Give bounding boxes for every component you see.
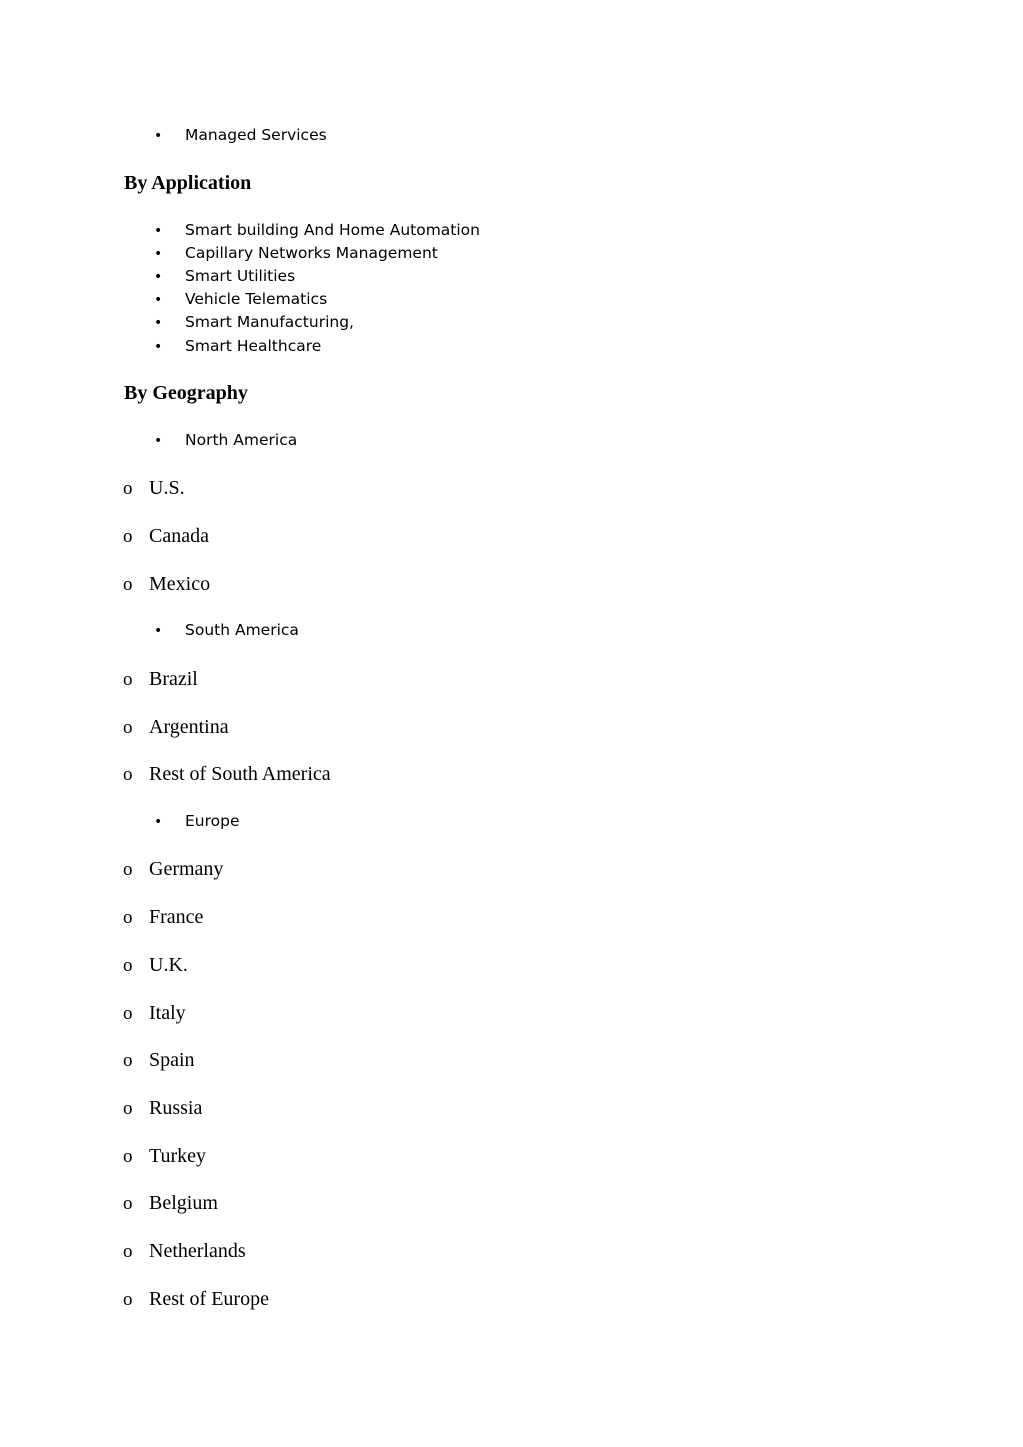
region-label: North America — [185, 431, 298, 449]
country-label: U.K. — [149, 954, 188, 976]
list-item — [154, 336, 321, 357]
country-item — [123, 1191, 218, 1216]
country-item — [123, 1048, 195, 1073]
list-item-label: Smart Healthcare — [185, 337, 322, 355]
country-item — [123, 762, 331, 787]
sub-bullet-marker: o — [123, 574, 133, 595]
sub-bullet-marker: o — [123, 955, 133, 976]
sub-bullet-marker: o — [123, 1241, 133, 1262]
sub-bullet-marker: o — [123, 1146, 133, 1167]
list-item-label: Managed Services — [185, 126, 327, 144]
sub-bullet-marker: o — [123, 907, 133, 928]
list-item — [154, 289, 327, 310]
bullet-marker: • — [154, 128, 163, 144]
bullet-marker: • — [154, 246, 163, 262]
country-label: Mexico — [149, 573, 211, 595]
section-heading-application: By Application — [124, 172, 252, 194]
bullet-marker: • — [154, 623, 163, 639]
country-item — [123, 715, 229, 740]
region-label: Europe — [185, 812, 240, 830]
list-item — [154, 312, 354, 333]
list-item-label: Vehicle Telematics — [185, 290, 328, 308]
bullet-marker: • — [154, 315, 163, 331]
sub-bullet-marker: o — [123, 1289, 133, 1310]
sub-bullet-marker: o — [123, 478, 133, 499]
list-item-label: Smart building And Home Automation — [185, 221, 480, 239]
bullet-marker: • — [154, 269, 163, 285]
country-label: Germany — [149, 858, 224, 880]
region-label: South America — [185, 621, 299, 639]
country-label: Netherlands — [149, 1240, 246, 1262]
country-item — [123, 1001, 186, 1026]
country-label: Belgium — [149, 1192, 218, 1214]
country-label: Canada — [149, 525, 209, 547]
region-item — [154, 811, 240, 832]
country-item — [123, 667, 198, 692]
bullet-marker: • — [154, 223, 163, 239]
country-item — [123, 1144, 206, 1169]
list-item-label: Smart Utilities — [185, 267, 296, 285]
sub-bullet-marker: o — [123, 859, 133, 880]
sub-bullet-marker: o — [123, 764, 133, 785]
country-item — [123, 524, 209, 549]
list-item — [154, 266, 295, 287]
country-item — [123, 476, 185, 501]
bullet-marker: • — [154, 339, 163, 355]
list-item — [154, 125, 327, 146]
country-item — [123, 572, 210, 597]
country-label: Spain — [149, 1049, 195, 1071]
list-item-label: Capillary Networks Management — [185, 244, 438, 262]
sub-bullet-marker: o — [123, 1193, 133, 1214]
sub-bullet-marker: o — [123, 669, 133, 690]
country-label: Rest of South America — [149, 763, 331, 785]
country-label: U.S. — [149, 477, 185, 499]
country-label: Italy — [149, 1002, 186, 1024]
country-label: Russia — [149, 1097, 203, 1119]
region-item — [154, 620, 299, 641]
bullet-marker: • — [154, 292, 163, 308]
sub-bullet-marker: o — [123, 717, 133, 738]
bullet-marker: • — [154, 814, 163, 830]
country-label: Argentina — [149, 716, 229, 738]
sub-bullet-marker: o — [123, 1050, 133, 1071]
country-label: Brazil — [149, 668, 198, 690]
country-label: France — [149, 906, 204, 928]
country-item — [123, 905, 203, 930]
country-label: Rest of Europe — [149, 1288, 269, 1310]
list-item — [154, 220, 480, 241]
country-item — [123, 953, 188, 978]
list-item — [154, 243, 438, 264]
region-item — [154, 430, 297, 451]
country-label: Turkey — [149, 1145, 207, 1167]
sub-bullet-marker: o — [123, 526, 133, 547]
section-heading-geography: By Geography — [124, 382, 248, 404]
bullet-marker: • — [154, 433, 163, 449]
country-item — [123, 857, 223, 882]
country-item — [123, 1287, 269, 1312]
country-item — [123, 1096, 202, 1121]
sub-bullet-marker: o — [123, 1003, 133, 1024]
sub-bullet-marker: o — [123, 1098, 133, 1119]
country-item — [123, 1239, 246, 1264]
list-item-label: Smart Manufacturing, — [185, 313, 354, 331]
